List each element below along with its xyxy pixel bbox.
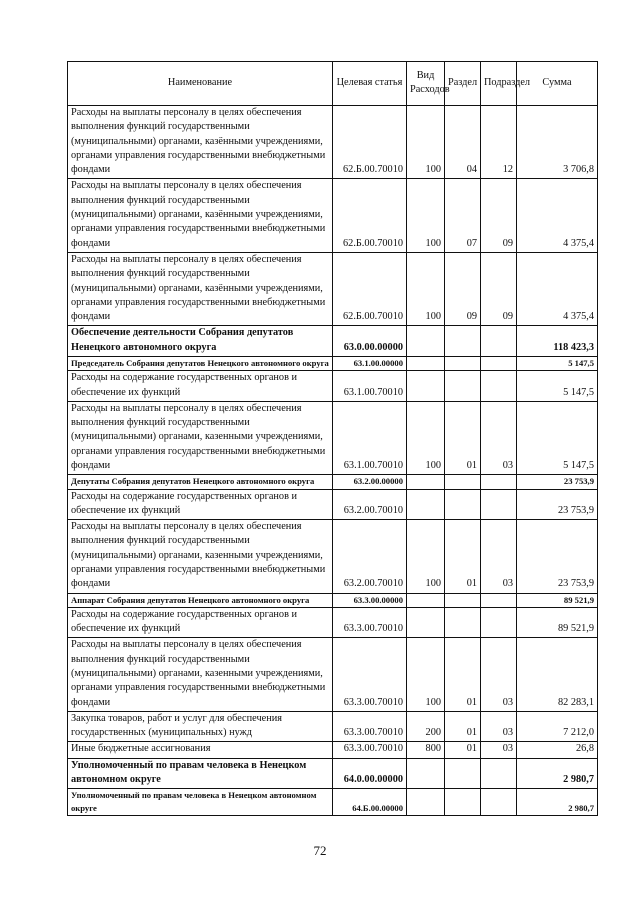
- page-number: 72: [313, 843, 327, 858]
- row-subsection-cell: [481, 357, 517, 371]
- row-subsection-cell: 09: [481, 179, 517, 252]
- row-name-cell: Расходы на содержание государственных органов и обеспечение их функций: [68, 489, 333, 520]
- row-name-cell: Расходы на выплаты персоналу в целях обеспечения выполнения функций государственными (муниципальными) органами, казёнными учреждениями, органами управления государственными внебюджетными фондами: [68, 106, 333, 179]
- table-row: [68, 638, 598, 711]
- row-name-cell: Расходы на выплаты персоналу в целях обеспечения выполнения функций государственными (муниципальными) органами, казенными учреждениями, органами управления государственными внебюджетными фондами: [68, 520, 333, 593]
- row-target-article-cell: 63.2.00.70010: [333, 520, 407, 593]
- row-target-article-cell: 64.Б.00.00000: [333, 789, 407, 815]
- row-section-cell: 01: [445, 638, 481, 711]
- row-sum-cell: 23 753,9: [517, 520, 598, 593]
- row-subsection-cell: [481, 789, 517, 815]
- row-section-cell: 09: [445, 252, 481, 325]
- row-expense-type-cell: 800: [407, 742, 445, 758]
- row-target-article-cell: 63.1.00.00000: [333, 357, 407, 371]
- row-sum-cell: 5 147,5: [517, 371, 598, 402]
- row-target-article-cell: 63.1.00.70010: [333, 371, 407, 402]
- table-row: [68, 252, 598, 325]
- row-subsection-cell: [481, 593, 517, 607]
- row-subsection-cell: 03: [481, 401, 517, 474]
- row-sum-cell: 2 980,7: [517, 758, 598, 789]
- row-section-cell: 01: [445, 401, 481, 474]
- table-row: [68, 179, 598, 252]
- row-section-cell: [445, 326, 481, 357]
- table-row: [68, 475, 598, 489]
- row-expense-type-cell: [407, 326, 445, 357]
- row-name-cell: Расходы на выплаты персоналу в целях обеспечения выполнения функций государственными (муниципальными) органами, казенными учреждениями, органами управления государственными внебюджетными фондами: [68, 638, 333, 711]
- row-sum-cell: 89 521,9: [517, 607, 598, 638]
- row-expense-type-cell: 200: [407, 711, 445, 742]
- row-name-cell: Аппарат Собрания депутатов Ненецкого автономного округа: [68, 593, 333, 607]
- row-expense-type-cell: [407, 607, 445, 638]
- row-sum-cell: 3 706,8: [517, 106, 598, 179]
- row-sum-cell: 82 283,1: [517, 638, 598, 711]
- header-name: Наименование: [68, 62, 333, 106]
- row-subsection-cell: 03: [481, 742, 517, 758]
- row-expense-type-cell: [407, 758, 445, 789]
- row-target-article-cell: 63.2.00.70010: [333, 489, 407, 520]
- row-target-article-cell: 63.3.00.70010: [333, 607, 407, 638]
- row-target-article-cell: 62.Б.00.70010: [333, 179, 407, 252]
- row-name-cell: Уполномоченный по правам человека в Ненецком автономном округе: [68, 758, 333, 789]
- header-sum: Сумма: [517, 62, 598, 106]
- row-expense-type-cell: [407, 789, 445, 815]
- table-row: [68, 401, 598, 474]
- row-subsection-cell: [481, 758, 517, 789]
- row-sum-cell: 4 375,4: [517, 252, 598, 325]
- row-subsection-cell: [481, 489, 517, 520]
- row-section-cell: [445, 371, 481, 402]
- budget-table: [67, 61, 598, 816]
- row-name-cell: Председатель Собрания депутатов Ненецкого автономного округа: [68, 357, 333, 371]
- row-name-cell: Расходы на выплаты персоналу в целях обеспечения выполнения функций государственными (муниципальными) органами, казёнными учреждениями, органами управления государственными внебюджетными фондами: [68, 179, 333, 252]
- row-expense-type-cell: [407, 593, 445, 607]
- row-target-article-cell: 62.Б.00.70010: [333, 106, 407, 179]
- row-sum-cell: 5 147,5: [517, 357, 598, 371]
- row-sum-cell: 23 753,9: [517, 489, 598, 520]
- row-section-cell: 04: [445, 106, 481, 179]
- table-row: [68, 106, 598, 179]
- row-subsection-cell: 03: [481, 520, 517, 593]
- row-name-cell: Закупка товаров, работ и услуг для обеспечения государственных (муниципальных) нужд: [68, 711, 333, 742]
- row-target-article-cell: 63.3.00.00000: [333, 593, 407, 607]
- row-subsection-cell: 12: [481, 106, 517, 179]
- row-section-cell: [445, 758, 481, 789]
- row-sum-cell: 2 980,7: [517, 789, 598, 815]
- row-name-cell: Обеспечение деятельности Собрания депутатов Ненецкого автономного округа: [68, 326, 333, 357]
- table-row: [68, 711, 598, 742]
- row-sum-cell: 26,8: [517, 742, 598, 758]
- row-section-cell: [445, 475, 481, 489]
- row-section-cell: 01: [445, 520, 481, 593]
- row-expense-type-cell: 100: [407, 179, 445, 252]
- row-section-cell: 01: [445, 711, 481, 742]
- row-subsection-cell: 03: [481, 711, 517, 742]
- row-target-article-cell: 63.3.00.70010: [333, 711, 407, 742]
- row-section-cell: [445, 357, 481, 371]
- row-section-cell: 01: [445, 742, 481, 758]
- row-expense-type-cell: 100: [407, 252, 445, 325]
- row-sum-cell: 23 753,9: [517, 475, 598, 489]
- row-name-cell: Расходы на содержание государственных органов и обеспечение их функций: [68, 607, 333, 638]
- table-row: [68, 758, 598, 789]
- row-target-article-cell: 63.3.00.70010: [333, 638, 407, 711]
- table-row: [68, 607, 598, 638]
- row-expense-type-cell: [407, 371, 445, 402]
- row-subsection-cell: [481, 371, 517, 402]
- table-row: [68, 371, 598, 402]
- row-section-cell: [445, 607, 481, 638]
- row-name-cell: Расходы на выплаты персоналу в целях обеспечения выполнения функций государственными (муниципальными) органами, казёнными учреждениями, органами управления государственными внебюджетными фондами: [68, 252, 333, 325]
- row-subsection-cell: [481, 326, 517, 357]
- table-row: [68, 357, 598, 371]
- header-section: Раздел: [445, 62, 481, 106]
- row-name-cell: Депутаты Собрания депутатов Ненецкого автономного округа: [68, 475, 333, 489]
- header-subsection: Подраздел: [481, 62, 517, 106]
- row-target-article-cell: 63.0.00.00000: [333, 326, 407, 357]
- table-row: [68, 593, 598, 607]
- row-sum-cell: 89 521,9: [517, 593, 598, 607]
- table-row: [68, 326, 598, 357]
- table-row: [68, 789, 598, 815]
- table-row: [68, 489, 598, 520]
- row-subsection-cell: [481, 475, 517, 489]
- header-expense-type: Вид Расходов: [407, 62, 445, 106]
- row-expense-type-cell: [407, 357, 445, 371]
- row-subsection-cell: 03: [481, 638, 517, 711]
- row-expense-type-cell: [407, 489, 445, 520]
- row-sum-cell: 5 147,5: [517, 401, 598, 474]
- row-sum-cell: 7 212,0: [517, 711, 598, 742]
- row-target-article-cell: 63.1.00.70010: [333, 401, 407, 474]
- row-target-article-cell: 63.3.00.70010: [333, 742, 407, 758]
- row-target-article-cell: 62.Б.00.70010: [333, 252, 407, 325]
- row-subsection-cell: [481, 607, 517, 638]
- row-sum-cell: 4 375,4: [517, 179, 598, 252]
- row-expense-type-cell: 100: [407, 106, 445, 179]
- row-name-cell: Уполномоченный по правам человека в Ненецком автономном округе: [68, 789, 333, 815]
- row-sum-cell: 118 423,3: [517, 326, 598, 357]
- row-section-cell: [445, 789, 481, 815]
- table-row: [68, 520, 598, 593]
- row-subsection-cell: 09: [481, 252, 517, 325]
- row-section-cell: 07: [445, 179, 481, 252]
- table-row: [68, 742, 598, 758]
- row-name-cell: Расходы на содержание государственных органов и обеспечение их функций: [68, 371, 333, 402]
- table-header-row: [68, 62, 598, 106]
- row-expense-type-cell: 100: [407, 520, 445, 593]
- row-section-cell: [445, 593, 481, 607]
- row-expense-type-cell: 100: [407, 638, 445, 711]
- row-target-article-cell: 63.2.00.00000: [333, 475, 407, 489]
- row-target-article-cell: 64.0.00.00000: [333, 758, 407, 789]
- header-target-article: Целевая статья: [333, 62, 407, 106]
- row-name-cell: Расходы на выплаты персоналу в целях обеспечения выполнения функций государственными (муниципальными) органами, казенными учреждениями, органами управления государственными внебюджетными фондами: [68, 401, 333, 474]
- row-expense-type-cell: 100: [407, 401, 445, 474]
- row-expense-type-cell: [407, 475, 445, 489]
- row-section-cell: [445, 489, 481, 520]
- row-name-cell: Иные бюджетные ассигнования: [68, 742, 333, 758]
